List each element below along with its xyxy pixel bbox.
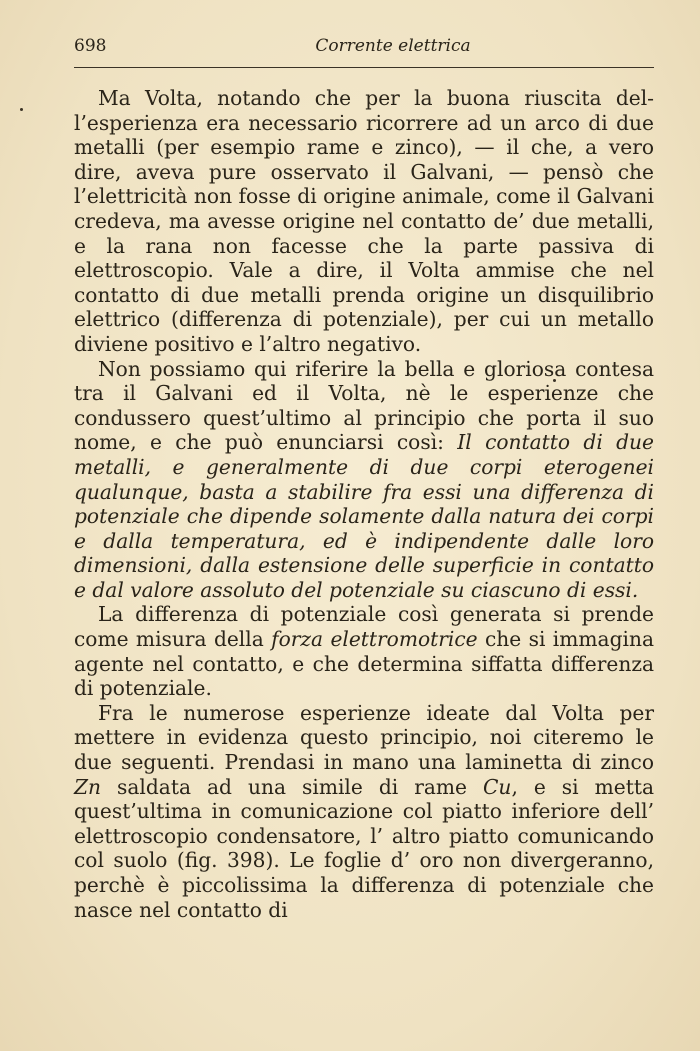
- text-run: Fra le numerose esperienze ideate dal Volta per mettere in evidenza questo principio, noi citeremo le due seguenti. Prendasi in mano una laminetta di zinco: [74, 700, 654, 775]
- header-rule: [74, 67, 654, 68]
- text-run: La differenza di potenziale così generata si prende come misura della: [74, 602, 654, 652]
- paragraph: [74, 602, 654, 700]
- paragraph: [74, 701, 654, 922]
- text-run: saldata ad una simile di rame: [101, 774, 483, 799]
- body-text: [74, 86, 654, 922]
- page-header: [74, 36, 652, 60]
- running-title: Corrente elettrica: [315, 36, 471, 56]
- italic-text: Il contatto di due metalli, e generalmente di due corpi eterogenei qualunque, basta a stabilire fra essi una differenza di potenziale che dipende solamente dalla natura dei corpi e dalla temperatura, ed è indipendente dalle loro dimensioni, dalla estensione delle superficie in contatto e dal valore assoluto del potenziale su ciascuno di essi.: [74, 430, 654, 602]
- text-run: Ma Volta, notando che per la buona riuscita dell’esperienza era necessario ricorrere ad un arco di due metalli (per esempio rame e zinco), — il che, a vero dire, aveva pure osservato il Galvani, — pensò che l’elettricità non fosse di origine animale, come il Galvani credeva, ma avesse origine nel contatto de’ due metalli, e la rana non facesse che la parte passiva di elettroscopio. Vale a dire, il Volta ammise che nel contatto di due metalli prenda origine un disquilibrio elettrico (differenza di potenziale), per cui un metallo diviene positivo e l’altro negativo.: [74, 86, 654, 356]
- page-number: 698: [74, 36, 107, 56]
- paragraph: [74, 357, 654, 603]
- speck-mark: [20, 108, 23, 111]
- italic-text: Cu: [482, 774, 512, 799]
- text-run: , e si metta quest’ultima in comunicazione col piatto inferiore dell’ elettroscopio condensatore, l’ altro piatto comunicando col suolo (fig. 398). Le foglie d’ oro non divergeranno, perchè è piccolissima la differenza di potenziale che nasce nel contatto di: [74, 774, 654, 922]
- paragraph: [74, 86, 654, 357]
- text-run: che si immagina agente nel contatto, e che determina siffatta differenza di potenziale.: [74, 627, 654, 701]
- text-run: Non possiamo qui riferire la bella e gloriosa contesa tra il Galvani ed il Volta, nè le esperienze che condussero quest’ultimo al principio che porta il suo nome, e che può enunciarsi così:: [74, 356, 654, 455]
- italic-text: forza elettromotrice: [271, 627, 478, 652]
- italic-text: Zn: [74, 774, 102, 799]
